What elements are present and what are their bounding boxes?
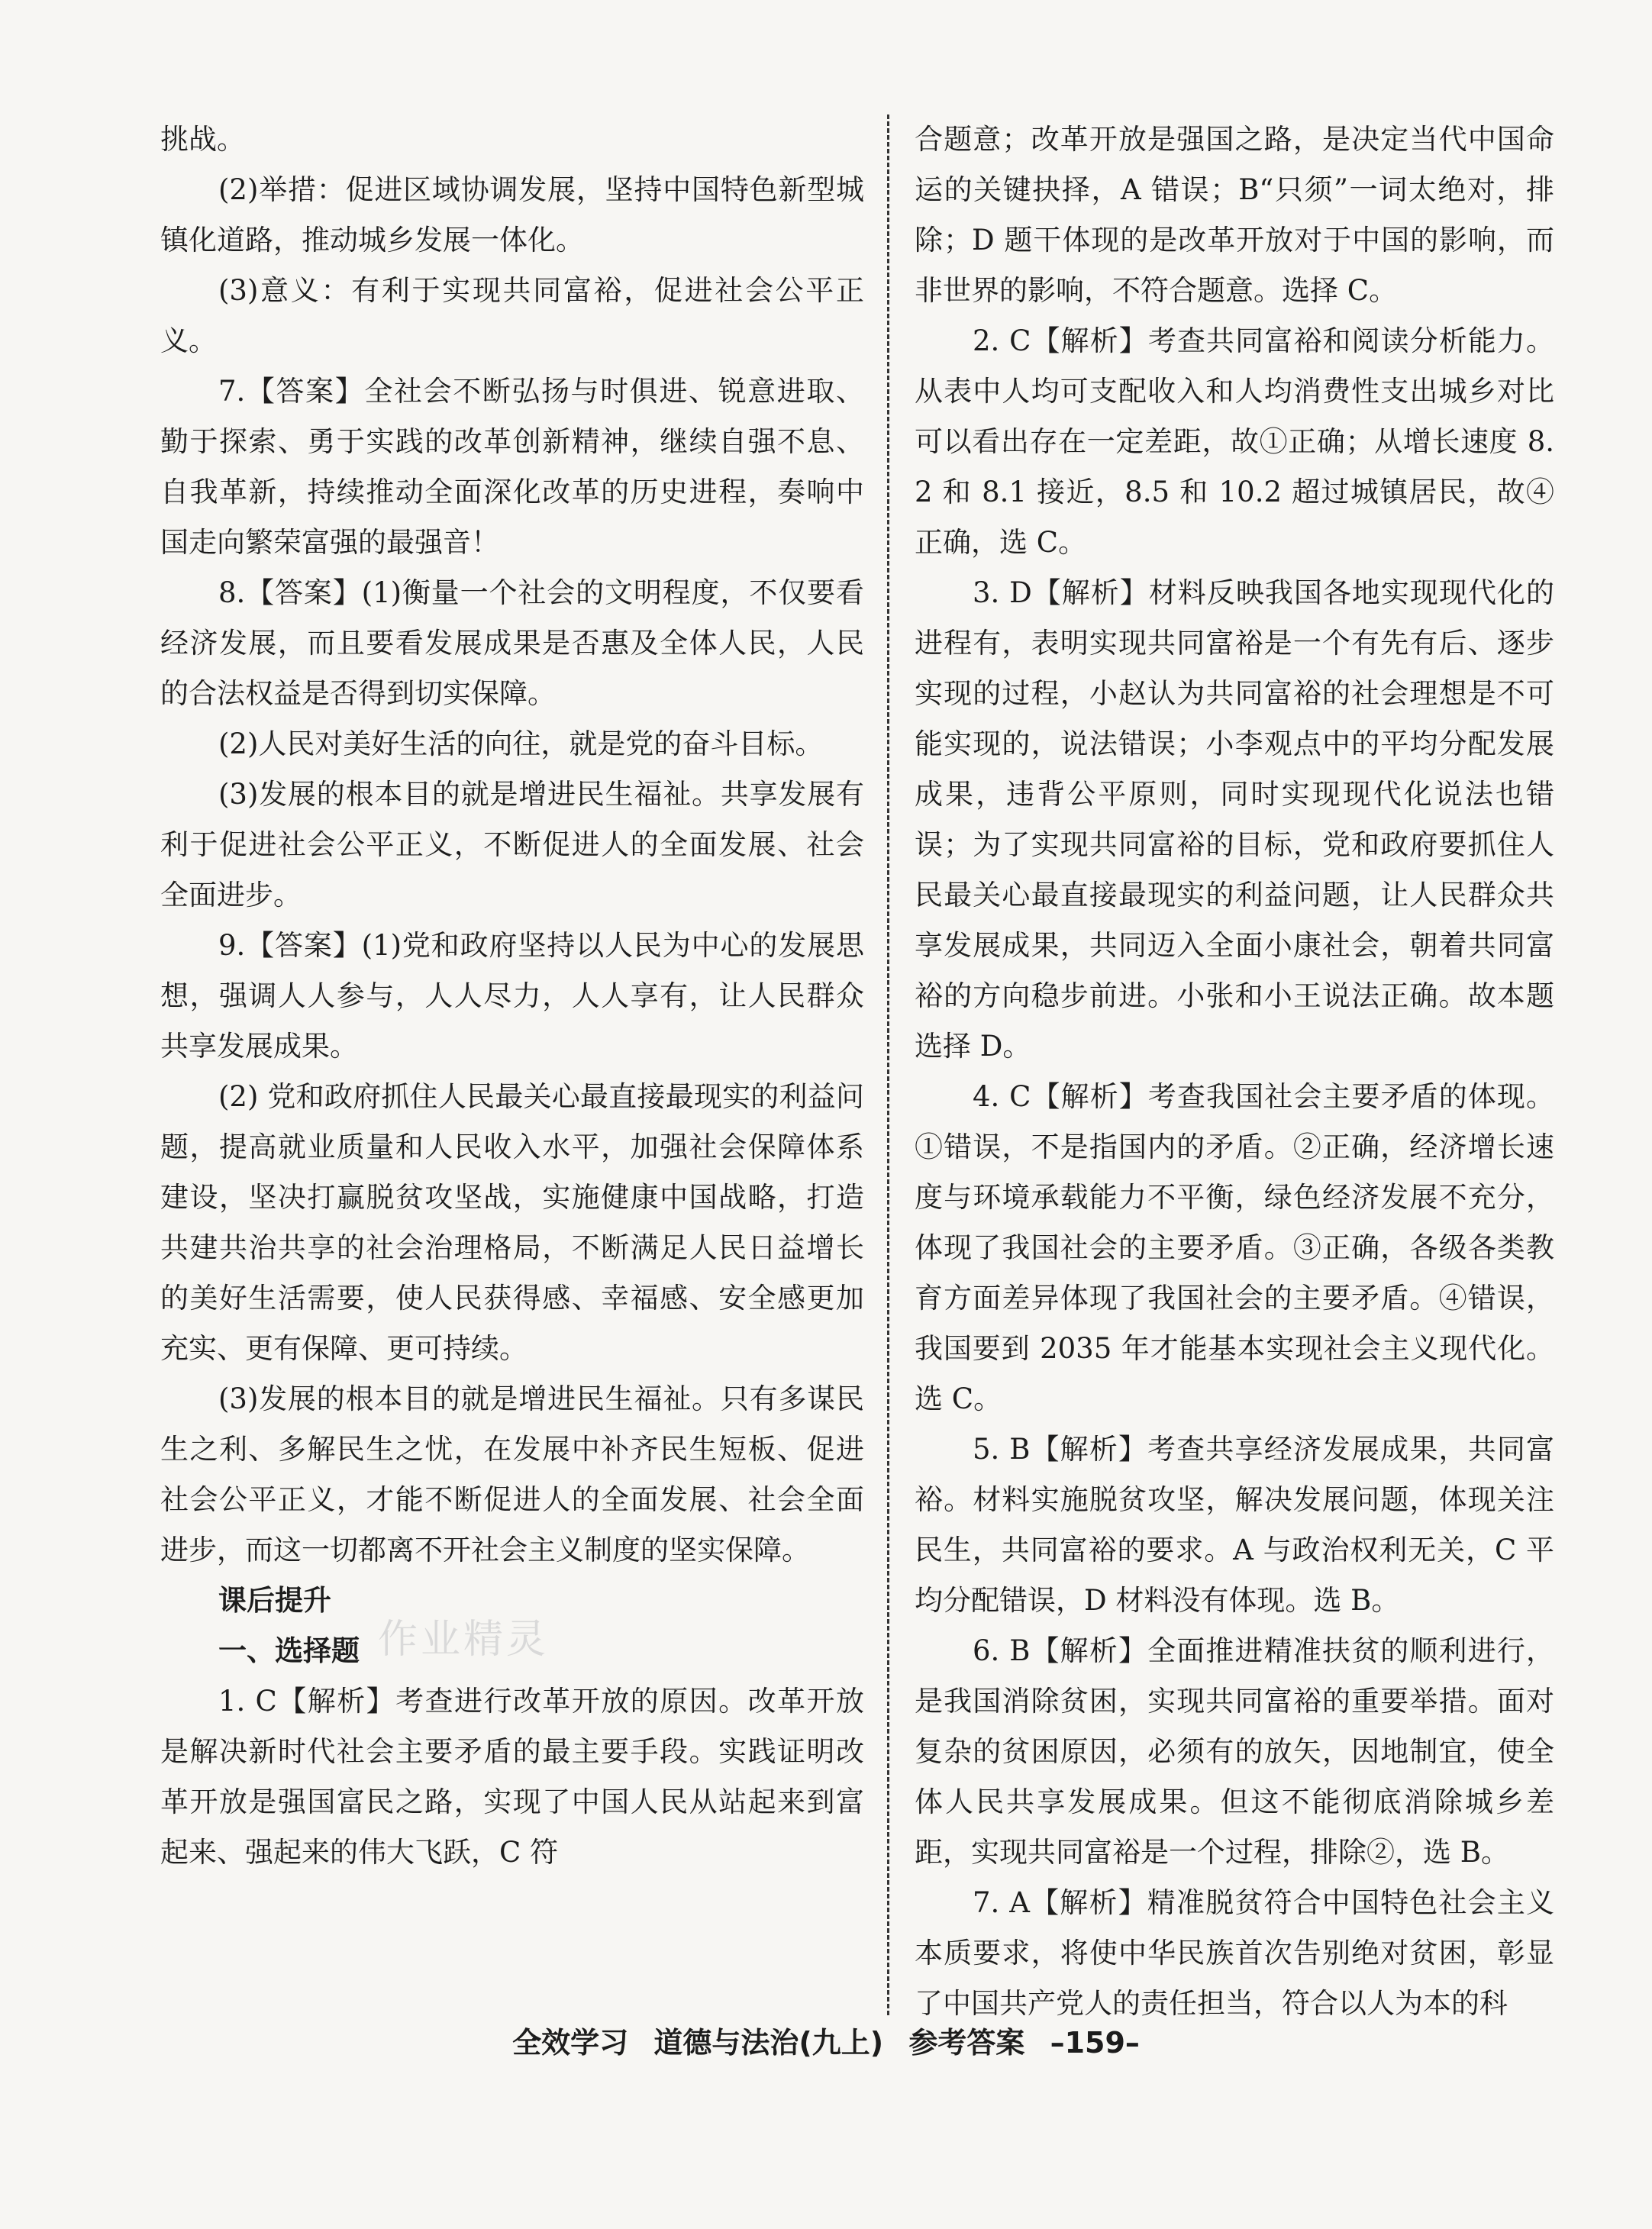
right-paragraphs: [915, 115, 1554, 2029]
paragraph: 合题意；改革开放是强国之路，是决定当代中国命运的关键抉择，A 错误；B“只须”一词太绝对，排除；D 题干体现的是改革开放对于中国的影响，而非世界的影响，不符合题意。选择 C。: [915, 123, 1554, 307]
paragraph: (2)人民对美好生活的向往，就是党的奋斗目标。: [218, 727, 824, 760]
paragraph: (3)发展的根本目的就是增进民生福祉。只有多谋民生之利、多解民生之忧，在发展中补齐民生短板、促进社会公平正义，才能不断促进人的全面发展、社会全面进步，而这一切都离不开社会主义制度的坚实保障。: [160, 1382, 864, 1566]
paragraph: (3)意义：有利于实现共同富裕，促进社会公平正义。: [160, 274, 864, 357]
paragraph: 9.【答案】(1)党和政府坚持以人民为中心的发展思想，强调人人参与，人人尽力，人人享有，让人民群众共享发展成果。: [160, 929, 864, 1063]
footer-page-number: –159–: [1050, 2026, 1140, 2060]
paragraph: 7.【答案】全社会不断弘扬与时俱进、锐意进取、勤于探索、勇于实践的改革创新精神，继续自强不息、自我革新，持续推动全面深化改革的历史进程，奏响中国走向繁荣富强的最强音！: [160, 375, 864, 559]
watermark: 作业精灵: [378, 1617, 550, 1663]
paragraph: 8.【答案】(1)衡量一个社会的文明程度，不仅要看经济发展，而且要看发展成果是否惠及全体人民，人民的合法权益是否得到切实保障。: [160, 576, 864, 710]
section-title-choice: 一、选择题: [218, 1634, 360, 1667]
paragraph: 4. C【解析】考查我国社会主要矛盾的体现。①错误，不是指国内的矛盾。②正确，经济增长速度与环境承载能力不平衡，绿色经济发展不充分，体现了我国社会的主要矛盾。③正确，各级各类教育方面差异体现了我国社会的主要矛盾。④错误，我国要到 2035 年才能基本实现社会主义现代化。选 C。: [915, 1080, 1554, 1415]
paragraph: (2)举措：促进区域协调发展，坚持中国特色新型城镇化道路，推动城乡发展一体化。: [160, 173, 864, 256]
left-tail-paragraphs: [160, 1676, 864, 1878]
right-column: [915, 115, 1554, 2029]
footer-book: 全效学习: [512, 2026, 629, 2060]
paragraph: 5. B【解析】考查共享经济发展成果，共同富裕。材料实施脱贫攻坚，解决发展问题，体现关注民生，共同富裕的要求。A 与政治权利无关，C 平均分配错误，D 材料没有体现。选 B。: [915, 1433, 1554, 1617]
footer-section: 参考答案: [908, 2026, 1025, 2060]
paragraph: 2. C【解析】考查共同富裕和阅读分析能力。从表中人均可支配收入和人均消费性支出城乡对比可以看出存在一定差距，故①正确；从增长速度 8.2 和 8.1 接近，8.5 和 10.2 超过城镇居民，故④正确，选 C。: [915, 324, 1554, 559]
paragraph: 1. C【解析】考查进行改革开放的原因。改革开放是解决新时代社会主要矛盾的最主要手段。实践证明改革开放是强国富民之路，实现了中国人民从站起来到富起来、强起来的伟大飞跃，C 符: [160, 1685, 864, 1869]
paragraph: 挑战。: [160, 123, 245, 156]
paragraph: 7. A【解析】精准脱贫符合中国特色社会主义本质要求，将使中华民族首次告别绝对贫困，彰显了中国共产党人的责任担当，符合以人为本的科: [915, 1886, 1554, 2020]
paragraph: (3)发展的根本目的就是增进民生福祉。共享发展有利于促进社会公平正义，不断促进人的全面发展、社会全面进步。: [160, 778, 864, 911]
left-paragraphs: [160, 115, 864, 1576]
footer-subject: 道德与法治(九上): [653, 2026, 884, 2060]
section-title-after-class: 课后提升: [218, 1584, 331, 1617]
paragraph: (2) 党和政府抓住人民最关心最直接最现实的利益问题，提高就业质量和人民收入水平，加强社会保障体系建设，坚决打赢脱贫攻坚战，实施健康中国战略，打造共建共治共享的社会治理格局，不断满足人民日益增长的美好生活需要，使人民获得感、幸福感、安全感更加充实、更有保障、更可持续。: [160, 1080, 864, 1365]
column-divider: [887, 115, 889, 2015]
paragraph: 6. B【解析】全面推进精准扶贫的顺利进行，是我国消除贫困，实现共同富裕的重要举措。面对复杂的贫困原因，必须有的放矢，因地制宜，使全体人民共享发展成果。但这不能彻底消除城乡差距，实现共同富裕是一个过程，排除②，选 B。: [915, 1634, 1554, 1869]
paragraph: 3. D【解析】材料反映我国各地实现现代化的进程有，表明实现共同富裕是一个有先有后、逐步实现的过程，小赵认为共同富裕的社会理想是不可能实现的，说法错误；小李观点中的平均分配发展成果，违背公平原则，同时实现现代化说法也错误；为了实现共同富裕的目标，党和政府要抓住人民最关心最直接最现实的利益问题，让人民群众共享发展成果，共同迈入全面小康社会，朝着共同富裕的方向稳步前进。小张和小王说法正确。故本题选择 D。: [915, 576, 1554, 1063]
page-footer: [0, 2020, 1652, 2066]
